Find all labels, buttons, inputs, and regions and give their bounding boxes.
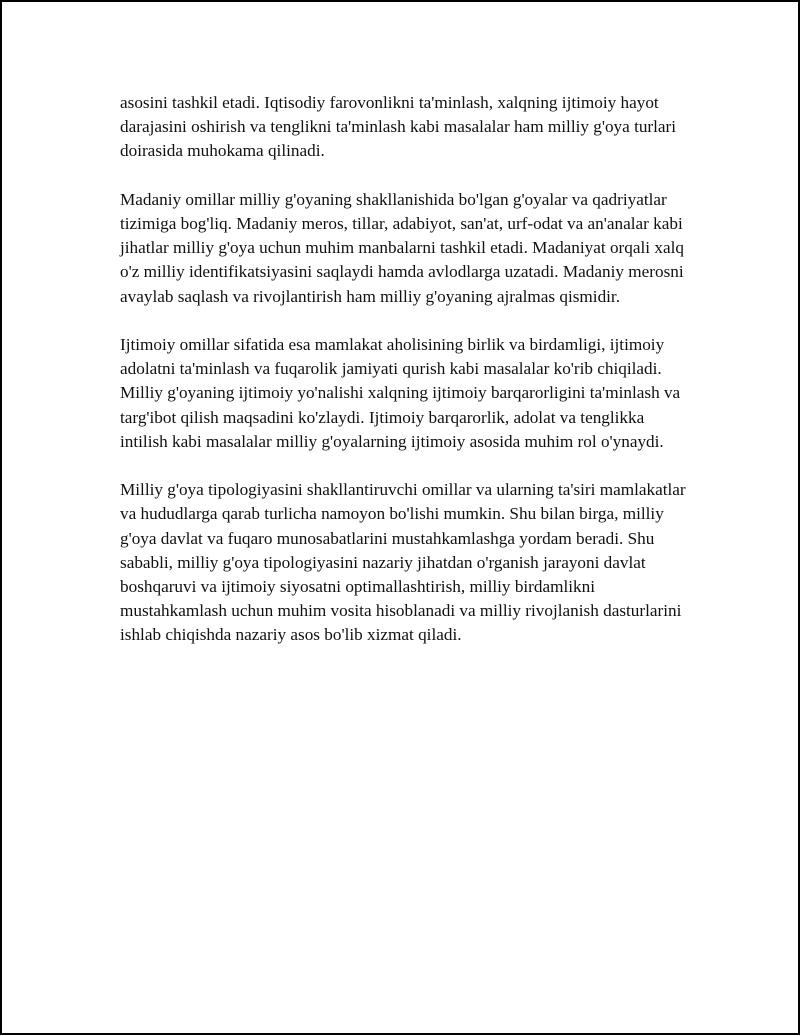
paragraph-cultural-factors: Madaniy omillar milliy g'oyaning shakllanishida bo'lgan g'oyalar va qadriyatlar tizimiga bog'liq. Madaniy meros, tillar, adabiyot, san'at, urf-odat va an'analar kabi jihatlar milliy g'oya uchun muhim manbalarni tashkil etadi. Madaniyat orqali xalq o'z milliy identifikatsiyasini saqlaydi hamda avlodlarga uzatadi. Madaniy merosni avaylab saqlash va rivojlantirish ham milliy g'oyaning ajralmas qismidir. [120, 189, 684, 306]
document-body [120, 91, 692, 672]
paragraph-social-factors: Ijtimoiy omillar sifatida esa mamlakat aholisining birlik va birdamligi, ijtimoiy adolatni ta'minlash va fuqarolik jamiyati qurish kabi masalalar ko'rib chiqiladi. Milliy g'oyaning ijtimoiy yo'nalishi xalqning ijtimoiy barqarorligini ta'minlash va targ'ibot qilish maqsadini ko'zlaydi. Ijtimoiy barqarorlik, adolat va tenglikka intilish kabi masalalar milliy g'oyalarning ijtimoiy asosida muhim rol o'ynaydi. [120, 335, 681, 451]
paragraph-conclusion: Milliy g'oya tipologiyasini shakllantiruvchi omillar va ularning ta'siri mamlakatlar va hududlarga qarab turlicha namoyon bo'lishi mumkin. Shu bilan birga, milliy g'oya davlat va fuqaro munosabatlarini mustahkamlashga yordam beradi. Shu sababli, milliy g'oya tipologiyasini nazariy jihatdan o'rganish jarayoni davlat boshqaruvi va ijtimoiy siyosatni optimallashtirish, milliy birdamlikni mustahkamlash uchun muhim vosita hisoblanadi va milliy rivojlanish dasturlarini ishlab chiqishda nazariy asos bo'lib xizmat qiladi. [120, 480, 686, 645]
paragraph-economic-factors: asosini tashkil etadi. Iqtisodiy farovonlikni ta'minlash, xalqning ijtimoiy hayot darajasini oshirish va tenglikni ta'minlash kabi masalalar ham milliy g'oya turlari doirasida muhokama qilinadi. [120, 93, 677, 161]
